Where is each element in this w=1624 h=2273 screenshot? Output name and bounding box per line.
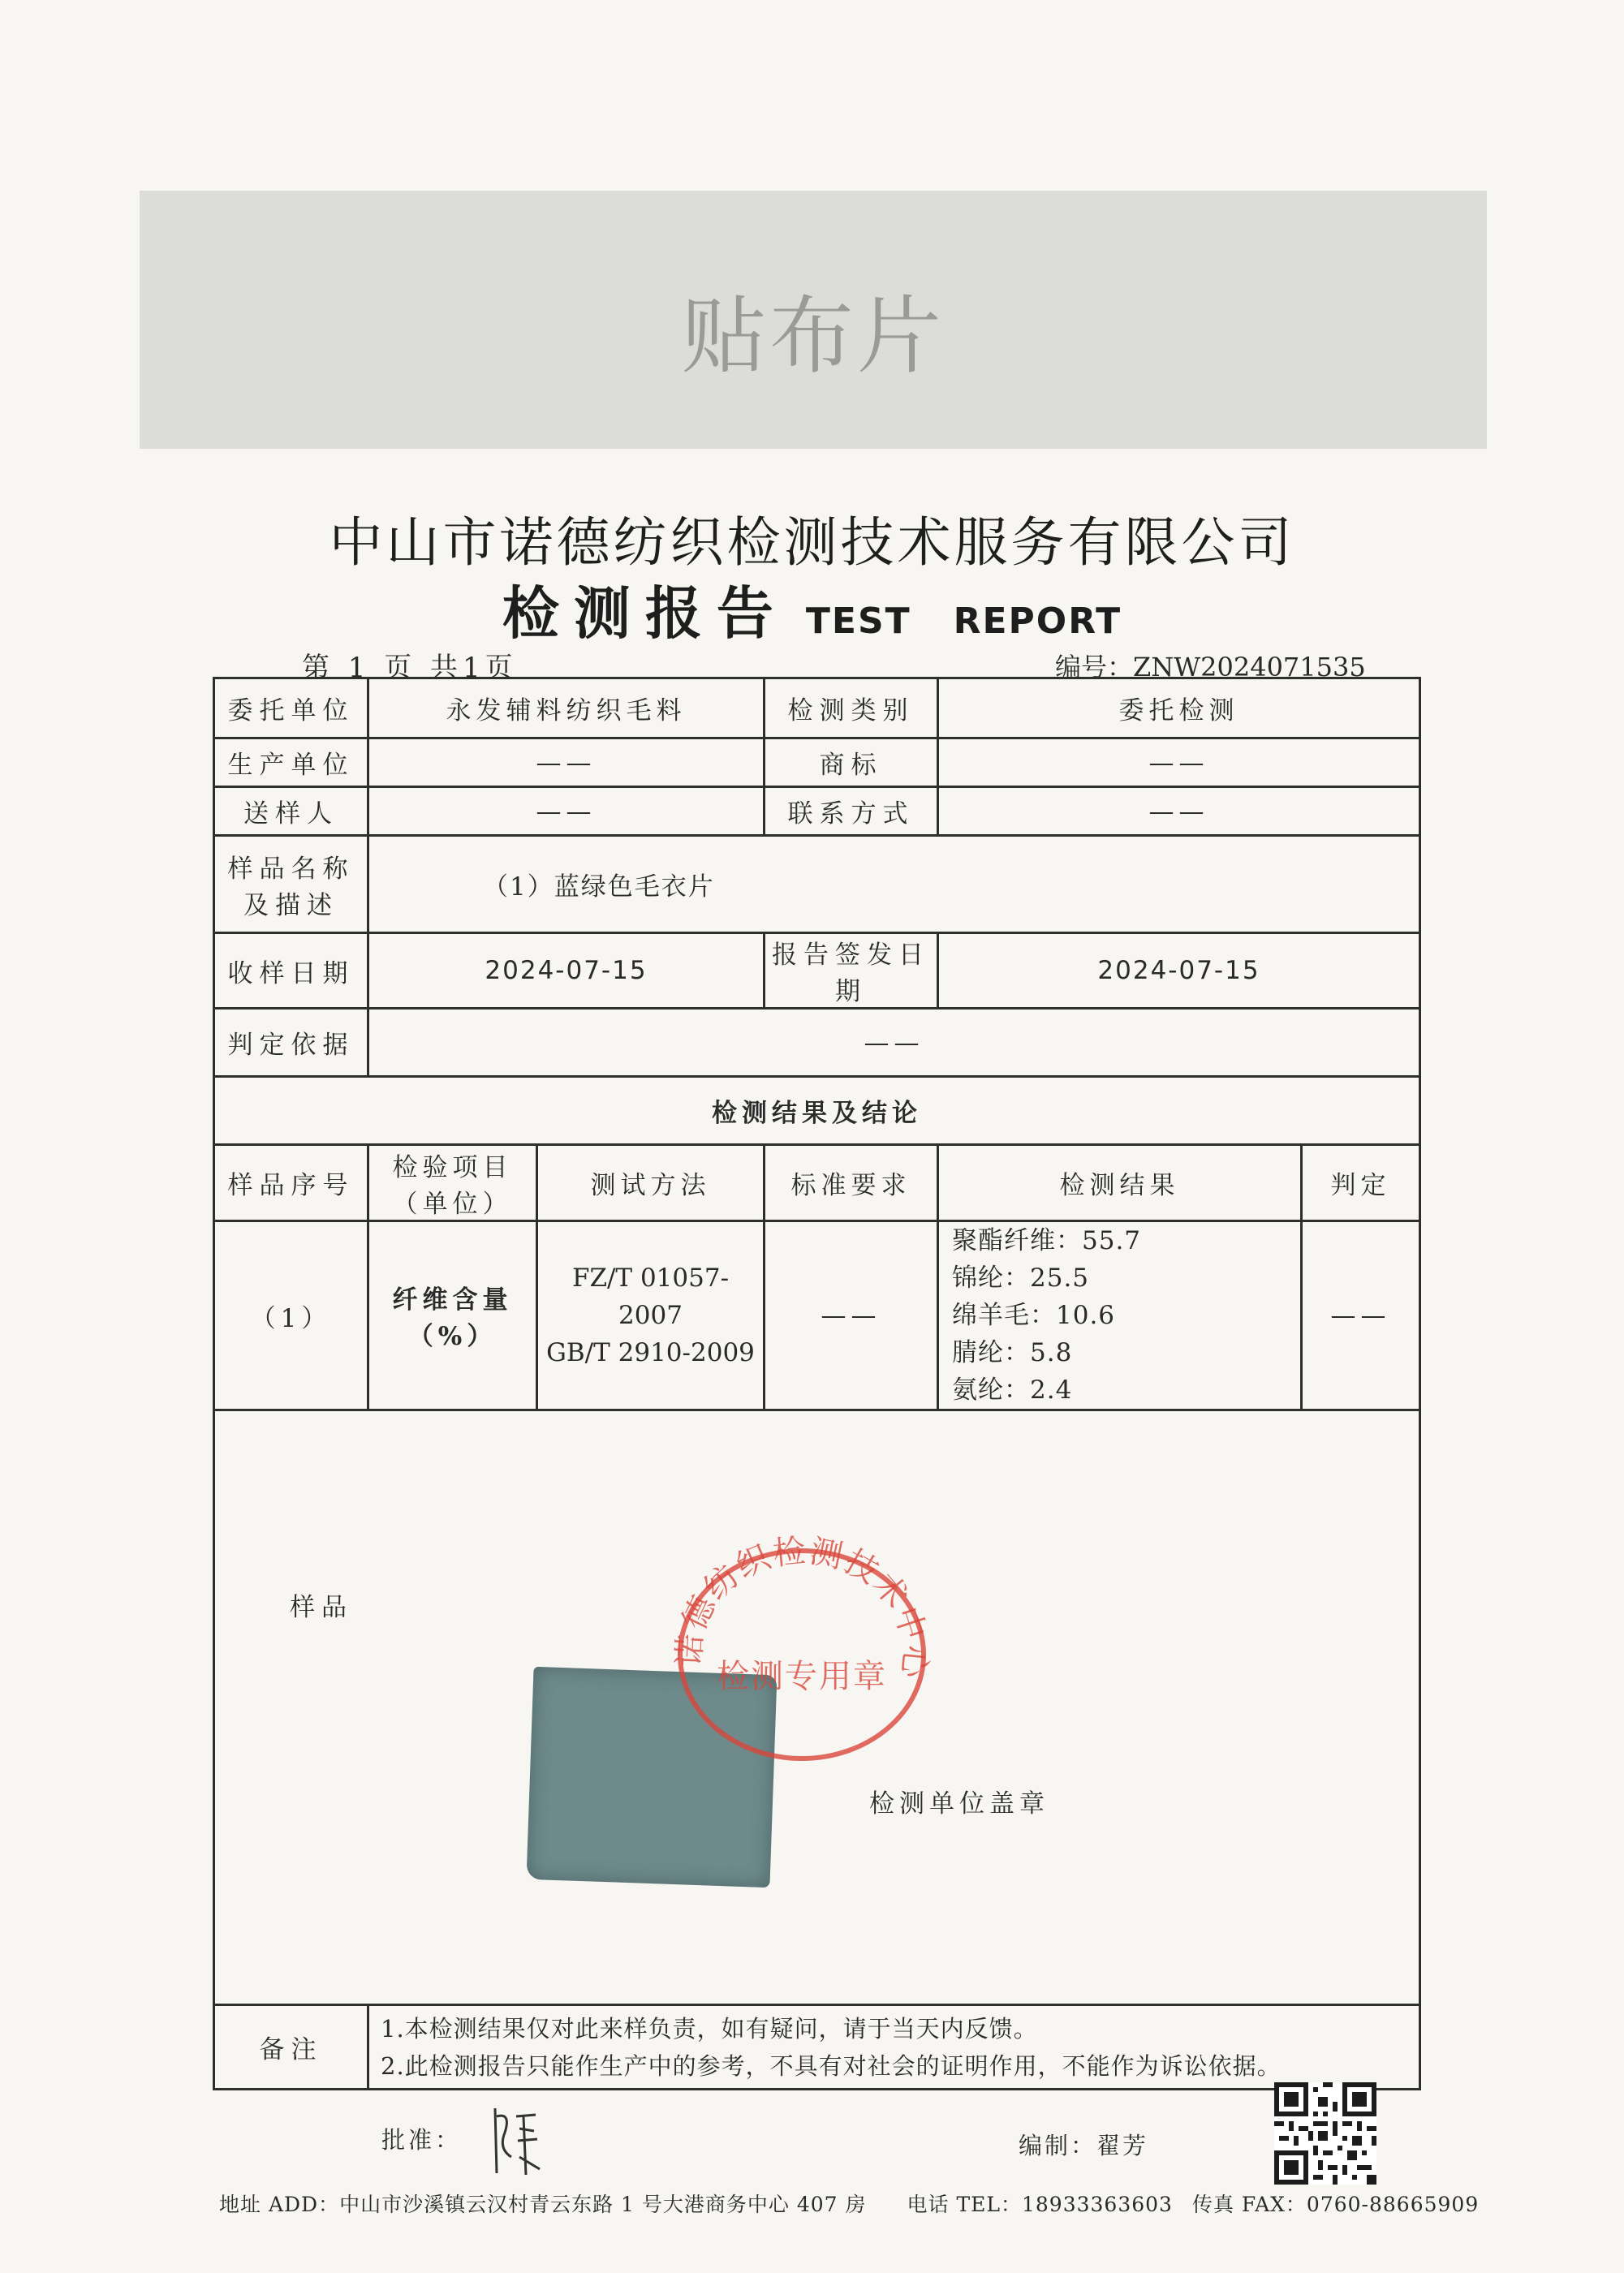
trademark-value: —— [938, 738, 1420, 787]
contact-value: —— [938, 787, 1420, 836]
report-number: 编号：ZNW2024071535 [1055, 652, 1366, 682]
footer-tel: 电话 TEL：18933363603 [907, 2193, 1173, 2216]
table-row [214, 1221, 1420, 1410]
editor: 编制：翟芳 [1019, 2132, 1149, 2159]
notes-row [214, 2005, 1420, 2090]
trademark-label: 商标 [765, 738, 938, 787]
basis-label: 判定依据 [214, 1009, 368, 1077]
contact-label: 联系方式 [765, 787, 938, 836]
header-result: 检测结果 [938, 1145, 1302, 1221]
seal-caption: 检测单位盖章 [869, 1789, 1049, 1819]
test-type-label: 检测类别 [765, 678, 938, 738]
report-table [213, 677, 1421, 2090]
seal-sub-text: 检测专用章 [717, 1658, 887, 1695]
result-value: 氨纶：2.4 [952, 1375, 1073, 1405]
notes-text [368, 2005, 1420, 2090]
info-row-sender [214, 787, 1420, 836]
info-row-client [214, 678, 1420, 738]
producer-value: —— [368, 738, 765, 787]
basis-value: —— [368, 1009, 1420, 1077]
report-title-en: TEST REPORT [805, 601, 1122, 642]
qr-code [1274, 2082, 1376, 2185]
footer-fax: 传真 FAX：0760-88665909 [1191, 2193, 1480, 2216]
result-value: 锦纶：25.5 [952, 1263, 1090, 1293]
sample-label: 样品 [290, 1593, 353, 1622]
result-value: 绵羊毛：10.6 [952, 1301, 1116, 1330]
client-value: 永发辅料纺织毛料 [368, 678, 765, 738]
sample-name-label [214, 836, 368, 933]
results-header-row [214, 1145, 1420, 1221]
row-sample-no: （1） [214, 1221, 368, 1410]
note-line-2: 2.此检测报告只能作生产中的参考，不具有对社会的证明作用，不能作为诉讼依据。 [381, 2051, 1282, 2080]
sender-label: 送样人 [214, 787, 368, 836]
footer [219, 2189, 1480, 2218]
info-row-basis [214, 1009, 1420, 1077]
row-method-line1: FZ/T 01057-2007 [571, 1263, 730, 1330]
test-type-value: 委托检测 [938, 678, 1420, 738]
sample-name-label-line1: 样品名称 [227, 854, 355, 884]
seal-text: 诺德纺织检测技术中心 [670, 1532, 935, 1681]
receive-date-value: 2024-07-15 [368, 933, 765, 1009]
results-section-title: 检测结果及结论 [214, 1077, 1420, 1145]
sample-name-label-line2: 及描述 [243, 890, 338, 920]
sample-name-value: （1）蓝绿色毛衣片 [368, 836, 1420, 933]
row-method [537, 1221, 765, 1410]
result-value: 聚酯纤维：55.7 [952, 1226, 1142, 1255]
sender-value: —— [368, 787, 765, 836]
result-value: 腈纶：5.8 [952, 1338, 1073, 1367]
inspection-seal [657, 1525, 941, 1768]
producer-label: 生产单位 [214, 738, 368, 787]
approver-label: 批准： [381, 2126, 463, 2154]
report-title-cn: 检测报告 [502, 580, 788, 647]
company-name: 中山市诺德纺织检测技术服务有限公司 [329, 511, 1295, 574]
row-item-line1: 纤维含量 [392, 1285, 513, 1315]
header-sample-no: 样品序号 [214, 1145, 368, 1221]
header-method: 测试方法 [537, 1145, 765, 1221]
sample-area [214, 1410, 1420, 2005]
header-item-line2: （单位） [392, 1189, 513, 1219]
row-requirement: —— [765, 1221, 938, 1410]
issue-date-value: 2024-07-15 [938, 933, 1420, 1009]
note-line-1: 1.本检测结果仅对此来样负责，如有疑问，请于当天内反馈。 [381, 2014, 1038, 2043]
results-section-title-row [214, 1077, 1420, 1145]
banner-text: 贴布片 [681, 286, 945, 385]
report-title [0, 568, 1624, 650]
row-item [368, 1221, 537, 1410]
info-row-dates [214, 933, 1420, 1009]
receive-date-label: 收样日期 [214, 933, 368, 1009]
row-method-line2: GB/T 2910-2009 [546, 1338, 755, 1367]
sample-area-row [214, 1410, 1420, 2005]
header-item-line1: 检验项目 [392, 1152, 513, 1182]
footer-address: 地址 ADD：中山市沙溪镇云汉村青云东路 1 号大港商务中心 407 房 [219, 2193, 867, 2216]
header-item [368, 1145, 537, 1221]
row-item-line2: （%） [407, 1322, 498, 1351]
info-row-producer [214, 738, 1420, 787]
issue-date-label: 报告签发日期 [765, 933, 938, 1009]
signature-mark [487, 2100, 544, 2181]
notes-label: 备注 [214, 2005, 368, 2090]
page-info: 第 1 页 共1页 [302, 652, 518, 684]
row-result-list [938, 1221, 1302, 1410]
header-verdict: 判定 [1302, 1145, 1420, 1221]
row-verdict: —— [1302, 1221, 1420, 1410]
client-label: 委托单位 [214, 678, 368, 738]
header-requirement: 标准要求 [765, 1145, 938, 1221]
info-row-sample-name [214, 836, 1420, 933]
